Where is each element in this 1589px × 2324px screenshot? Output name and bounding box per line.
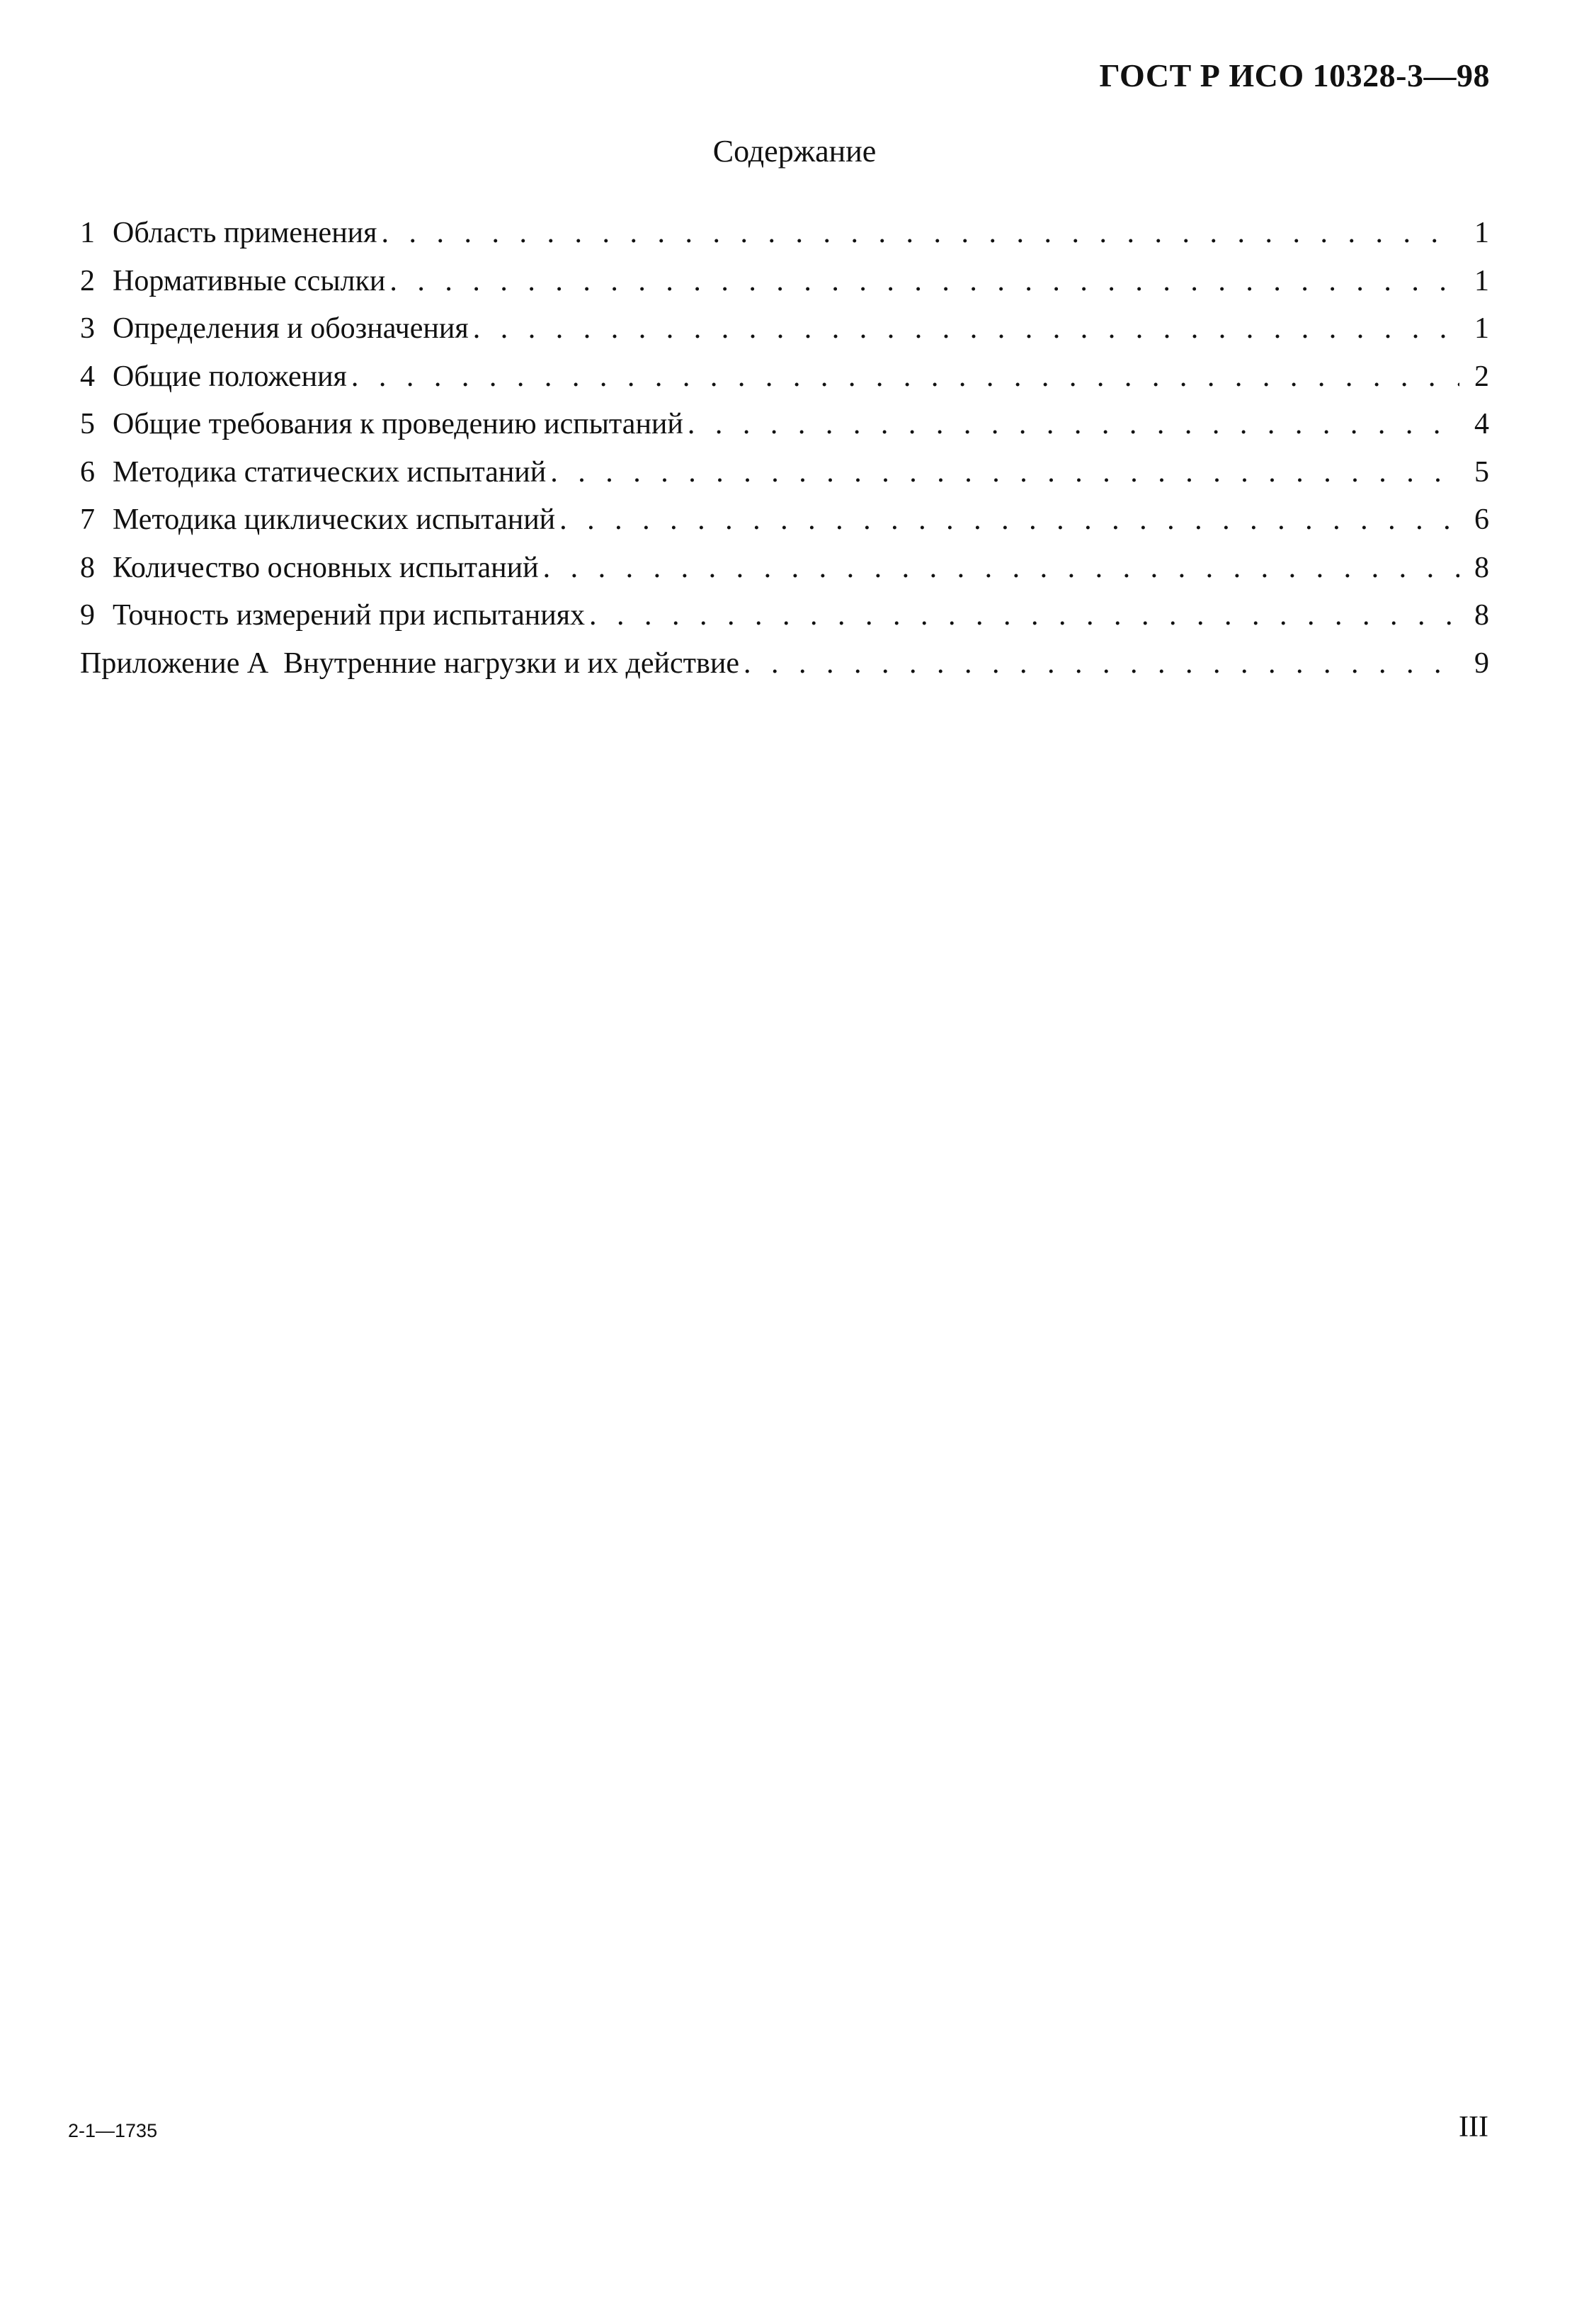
toc-dot-leader [550,449,1459,497]
toc-entry-appendix-a[interactable] [80,640,1489,688]
toc-title: Содержание [712,134,877,169]
toc-entry-page: 8 [1474,599,1489,632]
toc-entry-number: 6 [80,455,95,489]
toc-entry-page: 4 [1474,408,1489,440]
toc-entry-page: 9 [1474,646,1489,680]
toc-dot-leader [473,305,1459,353]
toc-entry-label: Определения и обозначения [113,312,469,345]
toc-entry-label: Общие требования к проведению испытаний [113,408,683,440]
toc-entry-label: Область применения [113,217,377,249]
toc-entry-cyclic-tests[interactable] [80,496,1489,545]
toc-entry-normative-references[interactable] [80,258,1489,306]
toc-dot-leader [381,210,1459,258]
toc-entry-number: 4 [80,360,95,393]
toc-dot-leader [351,353,1459,401]
toc-entry-page: 1 [1474,312,1489,345]
toc-dot-leader [744,640,1459,688]
toc-entry-page: 6 [1474,503,1489,536]
toc-entry-number: 1 [80,217,95,249]
toc-entry-label: Общие положения [113,360,347,393]
toc-entry-page: 1 [1474,217,1489,249]
toc-entry-label: Количество основных испытаний [113,551,539,584]
toc-entry-number: 8 [80,551,95,584]
toc-entry-label: Методика циклических испытаний [113,503,556,536]
toc-dot-leader [543,545,1459,593]
toc-entry-definitions[interactable] [80,305,1489,353]
toc-entry-general[interactable] [80,353,1489,401]
toc-entry-static-tests[interactable] [80,449,1489,497]
toc-entry-number: 3 [80,312,95,345]
print-code: 2-1—1735 [68,2120,158,2141]
toc-entry-measurement-accuracy[interactable] [80,592,1489,640]
toc-dot-leader [389,258,1459,306]
toc-entry-number: 9 [80,599,95,632]
toc-entry-test-requirements[interactable] [80,401,1489,449]
toc-entry-page: 8 [1474,551,1489,584]
toc-entry-number: 2 [80,264,95,297]
toc-dot-leader [559,496,1459,545]
toc-entry-label: Методика статических испытаний [113,455,547,489]
toc-entry-label: Приложение А Внутренние нагрузки и их действие [80,646,739,680]
toc-entry-number: 7 [80,503,95,536]
toc-entry-page: 5 [1474,455,1489,489]
table-of-contents [80,210,1489,688]
toc-dot-leader [688,401,1459,449]
document-code-header: ГОСТ Р ИСО 10328-3—98 [1099,57,1490,93]
toc-entry-scope[interactable] [80,210,1489,258]
page-number: III [1459,2111,1488,2143]
toc-entry-page: 1 [1474,264,1489,297]
toc-dot-leader [589,592,1459,640]
toc-entry-test-count[interactable] [80,545,1489,593]
toc-entry-label: Нормативные ссылки [113,264,386,297]
toc-entry-number: 5 [80,408,95,440]
toc-entry-label: Точность измерений при испытаниях [113,599,586,632]
toc-entry-page: 2 [1474,360,1489,393]
